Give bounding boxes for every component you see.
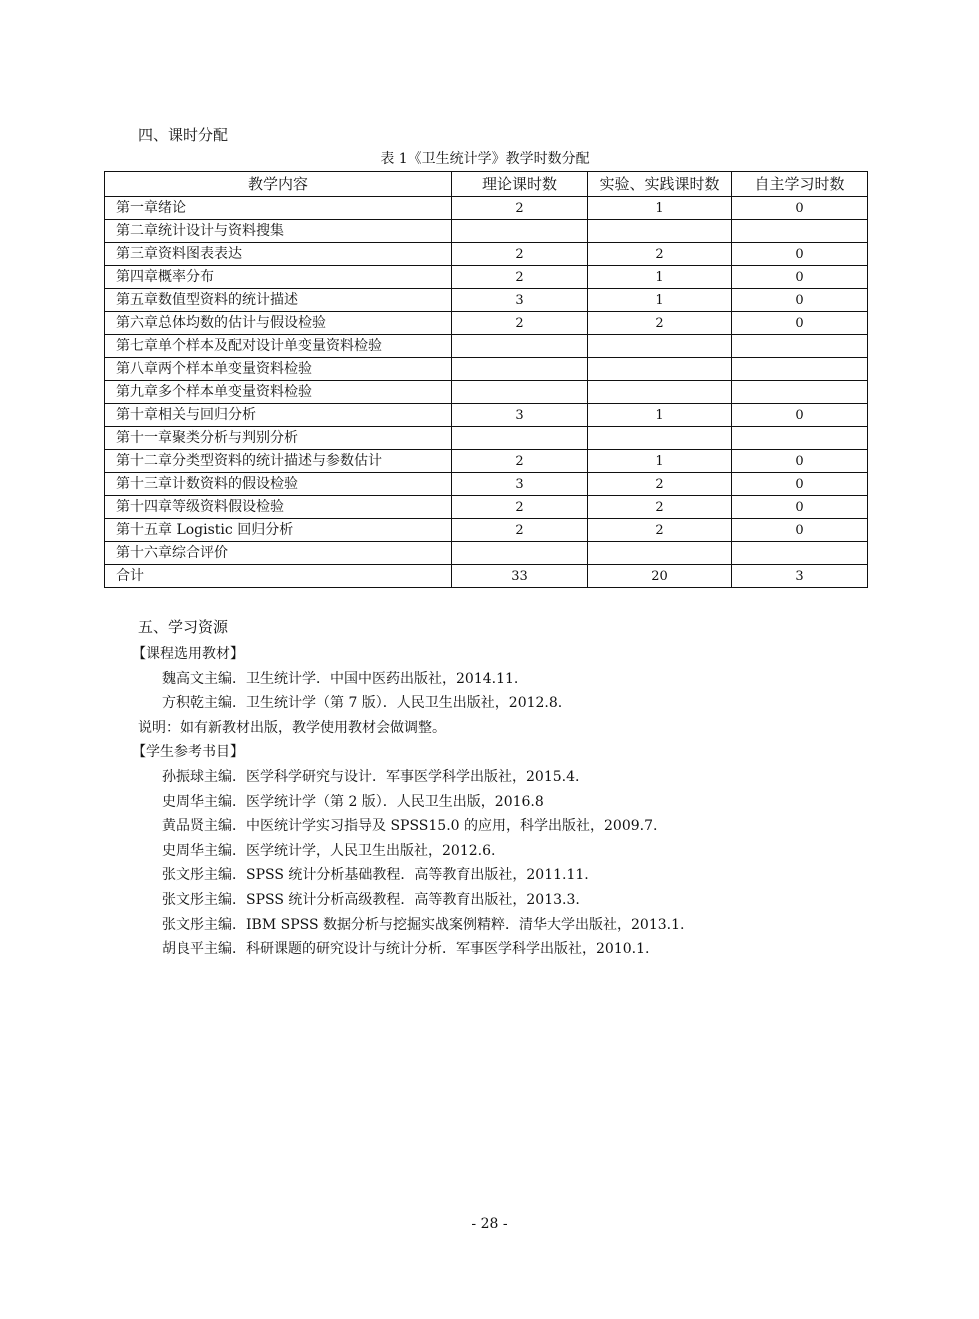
table-caption: 表 1《卫生统计学》教学时数分配 (380, 151, 590, 167)
table-row (105, 243, 868, 266)
table-row (105, 358, 868, 381)
cell-practice-hours: 20 (588, 565, 732, 588)
cell-self-study-hours: 0 (732, 404, 868, 427)
cell-practice-hours: 1 (588, 197, 732, 220)
cell-self-study-hours (732, 220, 868, 243)
cell-practice-hours: 2 (588, 473, 732, 496)
cell-practice-hours: 2 (588, 312, 732, 335)
cell-content: 第八章两个样本单变量资料检验 (105, 358, 452, 381)
cell-content: 第五章数值型资料的统计描述 (105, 289, 452, 312)
cell-content: 第十三章计数资料的假设检验 (105, 473, 452, 496)
cell-theory-hours: 2 (452, 266, 588, 289)
cell-practice-hours (588, 381, 732, 404)
cell-practice-hours: 1 (588, 404, 732, 427)
table-row (105, 197, 868, 220)
header-theory-hours: 理论课时数 (452, 172, 588, 197)
cell-self-study-hours: 3 (732, 565, 868, 588)
textbook-note: 说明：如有新教材出版，教学使用教材会做调整。 (138, 719, 446, 736)
cell-practice-hours (588, 427, 732, 450)
cell-self-study-hours (732, 542, 868, 565)
cell-theory-hours: 2 (452, 243, 588, 266)
cell-self-study-hours: 0 (732, 197, 868, 220)
table-row (105, 312, 868, 335)
reference-item: 史周华主编．医学统计学，人民卫生出版社，2012.6. (162, 842, 496, 859)
cell-theory-hours (452, 220, 588, 243)
cell-self-study-hours (732, 427, 868, 450)
cell-content: 第十一章聚类分析与判别分析 (105, 427, 452, 450)
cell-self-study-hours: 0 (732, 496, 868, 519)
cell-theory-hours (452, 427, 588, 450)
cell-practice-hours (588, 220, 732, 243)
cell-content: 第一章绪论 (105, 197, 452, 220)
hours-allocation-table (104, 171, 868, 588)
cell-practice-hours: 1 (588, 289, 732, 312)
cell-content: 第十四章等级资料假设检验 (105, 496, 452, 519)
cell-theory-hours (452, 381, 588, 404)
cell-self-study-hours: 0 (732, 289, 868, 312)
table-row (105, 450, 868, 473)
header-practice-hours: 实验、实践课时数 (588, 172, 732, 197)
reference-item: 史周华主编．医学统计学（第 2 版）．人民卫生出版，2016.8 (162, 793, 544, 810)
cell-self-study-hours: 0 (732, 266, 868, 289)
cell-self-study-hours: 0 (732, 312, 868, 335)
cell-content: 第十五章 Logistic 回归分析 (105, 519, 452, 542)
cell-theory-hours: 2 (452, 519, 588, 542)
cell-theory-hours (452, 542, 588, 565)
cell-self-study-hours (732, 358, 868, 381)
cell-theory-hours: 2 (452, 496, 588, 519)
reference-item: 张文彤主编．SPSS 统计分析基础教程．高等教育出版社，2011.11. (162, 867, 589, 884)
cell-practice-hours (588, 542, 732, 565)
reference-item: 黄品贤主编．中医统计学实习指导及 SPSS15.0 的应用，科学出版社，2009.7. (162, 818, 658, 835)
textbook-item: 方积乾主编．卫生统计学（第 7 版）．人民卫生出版社，2012.8. (162, 695, 563, 712)
cell-content: 第十章相关与回归分析 (105, 404, 452, 427)
cell-content: 合计 (105, 565, 452, 588)
cell-content: 第六章总体均数的估计与假设检验 (105, 312, 452, 335)
cell-practice-hours (588, 335, 732, 358)
table-row (105, 496, 868, 519)
cell-theory-hours: 2 (452, 312, 588, 335)
table-row (105, 542, 868, 565)
table-header-row (105, 172, 868, 197)
cell-practice-hours: 2 (588, 496, 732, 519)
table-row (105, 404, 868, 427)
cell-content: 第三章资料图表表达 (105, 243, 452, 266)
cell-theory-hours: 3 (452, 289, 588, 312)
cell-content: 第四章概率分布 (105, 266, 452, 289)
cell-self-study-hours: 0 (732, 450, 868, 473)
cell-theory-hours: 33 (452, 565, 588, 588)
table-row (105, 381, 868, 404)
cell-self-study-hours: 0 (732, 519, 868, 542)
cell-theory-hours: 3 (452, 404, 588, 427)
cell-theory-hours: 2 (452, 450, 588, 473)
cell-self-study-hours (732, 381, 868, 404)
textbook-item: 魏高文主编．卫生统计学．中国中医药出版社，2014.11. (162, 670, 519, 687)
cell-content: 第九章多个样本单变量资料检验 (105, 381, 452, 404)
header-self-study-hours: 自主学习时数 (732, 172, 868, 197)
table-row (105, 519, 868, 542)
reference-item: 张文彤主编．IBM SPSS 数据分析与挖掘实战案例精粹．清华大学出版社，2013.1. (162, 916, 685, 933)
table-row (105, 335, 868, 358)
table-total-row (105, 565, 868, 588)
reference-item: 胡良平主编．科研课题的研究设计与统计分析．军事医学科学出版社，2010.1. (162, 941, 650, 958)
cell-content: 第十六章综合评价 (105, 542, 452, 565)
cell-practice-hours (588, 358, 732, 381)
cell-theory-hours (452, 335, 588, 358)
cell-practice-hours: 1 (588, 266, 732, 289)
cell-content: 第七章单个样本及配对设计单变量资料检验 (105, 335, 452, 358)
reference-item: 张文彤主编．SPSS 统计分析高级教程．高等教育出版社，2013.3. (162, 891, 580, 908)
cell-self-study-hours: 0 (732, 243, 868, 266)
table-body (105, 197, 868, 588)
section-heading-resources: 五、学习资源 (138, 618, 229, 636)
cell-practice-hours: 2 (588, 243, 732, 266)
cell-theory-hours (452, 358, 588, 381)
reference-item: 孙振球主编．医学科学研究与设计．军事医学科学出版社，2015.4. (162, 768, 580, 785)
cell-practice-hours: 2 (588, 519, 732, 542)
cell-self-study-hours (732, 335, 868, 358)
cell-theory-hours: 2 (452, 197, 588, 220)
page-number: - 28 - (471, 1216, 508, 1232)
section-heading-hours: 四、课时分配 (138, 126, 229, 144)
cell-self-study-hours: 0 (732, 473, 868, 496)
table-row (105, 220, 868, 243)
table-row (105, 473, 868, 496)
resources-block (132, 642, 685, 962)
table-row (105, 427, 868, 450)
table-row (105, 266, 868, 289)
textbooks-heading: 【课程选用教材】 (132, 646, 244, 662)
cell-practice-hours: 1 (588, 450, 732, 473)
cell-content: 第十二章分类型资料的统计描述与参数估计 (105, 450, 452, 473)
cell-content: 第二章统计设计与资料搜集 (105, 220, 452, 243)
cell-theory-hours: 3 (452, 473, 588, 496)
header-content: 教学内容 (105, 172, 452, 197)
references-heading: 【学生参考书目】 (132, 744, 244, 761)
table-row (105, 289, 868, 312)
